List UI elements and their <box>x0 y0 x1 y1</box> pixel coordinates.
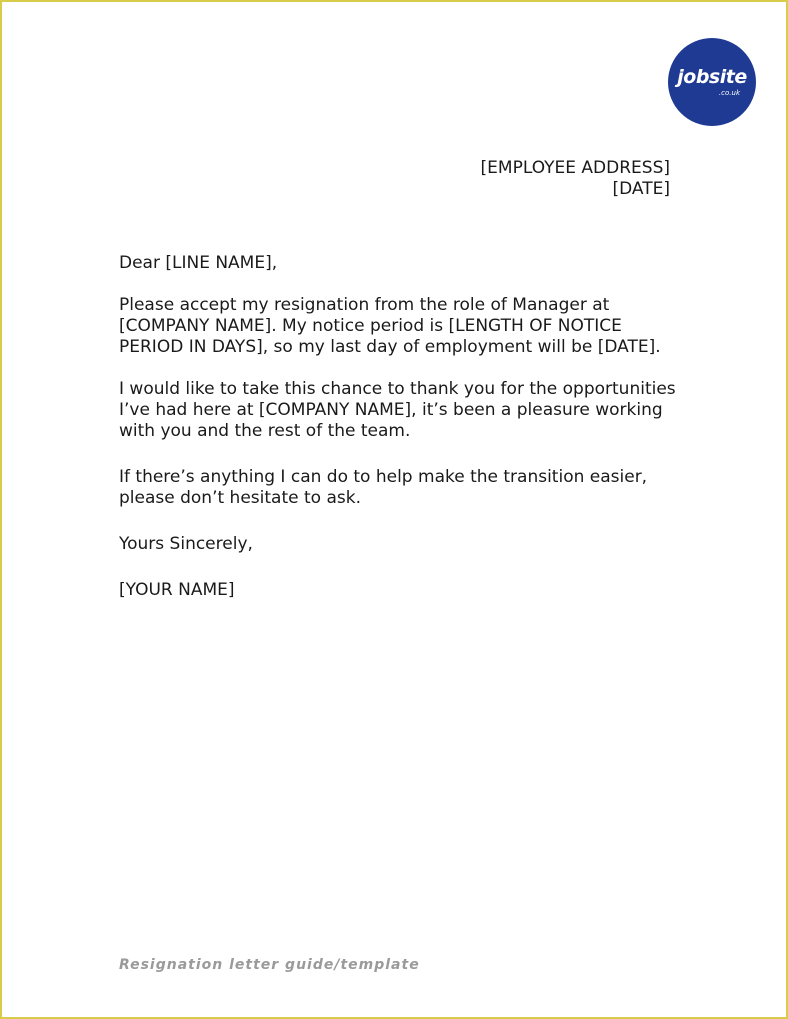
paragraph-transition: If there’s anything I can do to help make the transition easier, please don’t hesitate to ask. <box>119 467 648 508</box>
footer-caption: Resignation letter guide/template <box>119 957 420 973</box>
logo-wordmark: jobsite <box>677 66 747 88</box>
employee-address: [EMPLOYEE ADDRESS] <box>480 158 670 178</box>
signature: [YOUR NAME] <box>119 580 235 600</box>
jobsite-logo <box>668 38 756 126</box>
address-block <box>481 158 670 200</box>
paragraph-thanks: I would like to take this chance to thank you for the opportunities I’ve had here at [COMPANY NAME], it’s been a pleasure working with you and the rest of the team. <box>119 379 676 441</box>
paragraph-resignation: Please accept my resignation from the role of Manager at [COMPANY NAME]. My notice period is [LENGTH OF NOTICE PERIOD IN DAYS], so my last day of employment will be [DATE]. <box>119 295 661 357</box>
logo-domain: .co.uk <box>718 89 740 97</box>
salutation: Dear [LINE NAME], <box>119 253 278 273</box>
letter-body <box>119 253 679 601</box>
closing: Yours Sincerely, <box>119 534 253 554</box>
header-date: [DATE] <box>612 179 670 199</box>
